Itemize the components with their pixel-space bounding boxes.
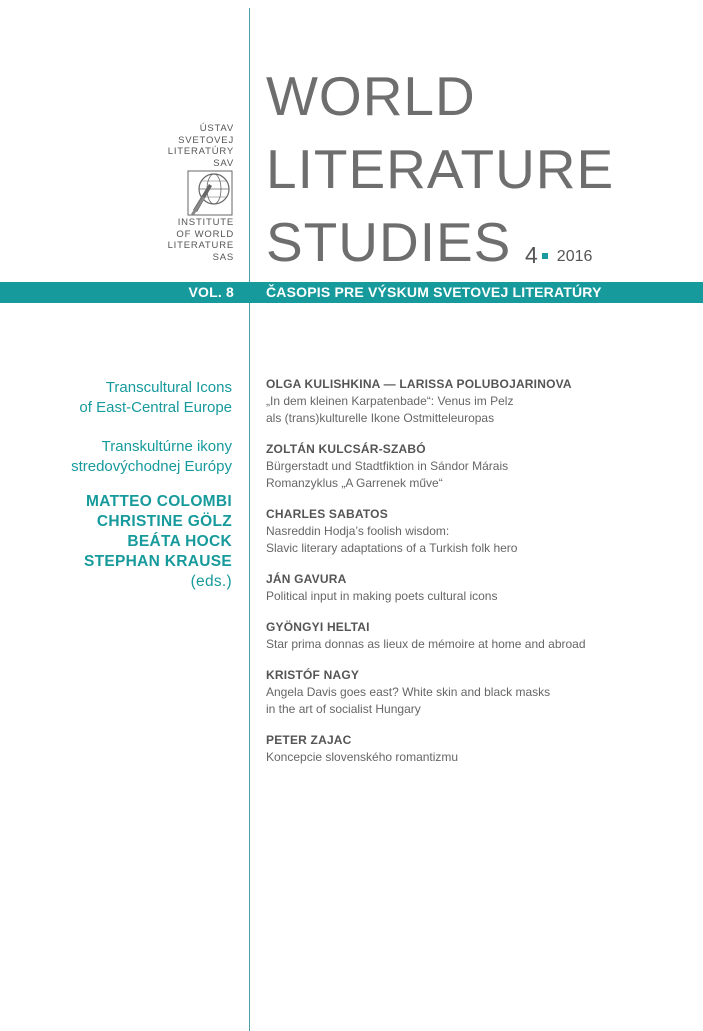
article-author: CHARLES SABATOS [266, 507, 388, 521]
issue-topic-english [79, 378, 232, 417]
article-author: ZOLTÁN KULCSÁR-SZABÓ [266, 442, 426, 456]
topic-line: Transcultural Icons [105, 379, 232, 396]
table-of-contents [266, 376, 686, 780]
institute-line: LITERATURE [167, 240, 234, 251]
journal-title-line: LITERATURE [266, 138, 615, 200]
institute-line: SVETOVEJ [178, 134, 234, 146]
contents-entry [266, 506, 686, 557]
article-title-line: Angela Davis goes east? White skin and black masks [266, 685, 551, 699]
journal-title-line: STUDIES [266, 211, 512, 273]
contents-entry [266, 571, 686, 605]
article-title-line: Bürgerstadt und Stadtfiktion in Sándor Márais [266, 459, 509, 473]
article-title-line: als (trans)kulturelle Ikone Ostmitteleuropas [266, 411, 495, 425]
institute-line: OF WORLD [176, 228, 234, 240]
institute-name-english [168, 217, 234, 263]
vertical-divider [249, 8, 250, 1031]
contents-entry [266, 441, 686, 492]
topic-line: Transkultúrne ikony [101, 438, 232, 455]
institute-line: SAS [212, 251, 234, 263]
article-title-line: „In dem kleinen Karpatenbade“: Venus im Pelz [266, 394, 514, 408]
contents-entry [266, 376, 686, 427]
article-author: JÁN GAVURA [266, 572, 347, 586]
institute-line: SAV [213, 157, 234, 169]
issue-year: 2016 [556, 248, 593, 265]
contents-entry [266, 619, 686, 653]
article-title-line: Star prima donnas as lieux de mémoire at home and abroad [266, 637, 586, 651]
editor-name: MATTEO COLOMBI [86, 493, 232, 510]
square-dot-icon [542, 253, 548, 259]
editors-suffix: (eds.) [190, 573, 232, 590]
article-title-line: Koncepcie slovenského romantizmu [266, 750, 459, 764]
article-author: KRISTÓF NAGY [266, 668, 360, 682]
article-title-line: Romanzyklus „A Garrenek műve“ [266, 476, 443, 490]
institute-line: LITERATÚRY [167, 146, 234, 157]
issue-label [525, 242, 592, 269]
article-author: PETER ZAJAC [266, 733, 352, 747]
article-title-line: Political input in making poets cultural icons [266, 589, 498, 603]
article-title-line: in the art of socialist Hungary [266, 702, 421, 716]
contents-entry [266, 732, 686, 766]
topic-line: stredovýchodnej Európy [71, 457, 232, 475]
topic-line: of East-Central Europe [79, 398, 232, 416]
editor-name: CHRISTINE GÖLZ [96, 513, 232, 530]
contents-entry [266, 667, 686, 718]
volume-label: VOL. 8 [188, 284, 234, 300]
journal-subtitle: ČASOPIS PRE VÝSKUM SVETOVEJ LITERATÚRY [266, 284, 602, 300]
issue-editors [84, 492, 232, 592]
institute-name-slovak [168, 123, 234, 169]
article-title-line: Slavic literary adaptations of a Turkish folk hero [266, 541, 518, 555]
issue-number: 4 [525, 242, 538, 268]
journal-title-line: WORLD [266, 65, 476, 127]
editor-name: BEÁTA HOCK [127, 533, 232, 550]
institute-line: INSTITUTE [177, 217, 234, 228]
issue-topic-slovak [71, 437, 232, 476]
volume-band [0, 282, 703, 303]
editor-name: STEPHAN KRAUSE [83, 553, 232, 570]
institute-logo-icon [187, 170, 233, 216]
article-author: OLGA KULISHKINA — LARISSA POLUBOJARINOVA [266, 377, 572, 391]
institute-line: ÚSTAV [199, 123, 234, 134]
article-author: GYÖNGYI HELTAI [266, 620, 370, 634]
article-title-line: Nasreddin Hodja’s foolish wisdom: [266, 524, 450, 538]
